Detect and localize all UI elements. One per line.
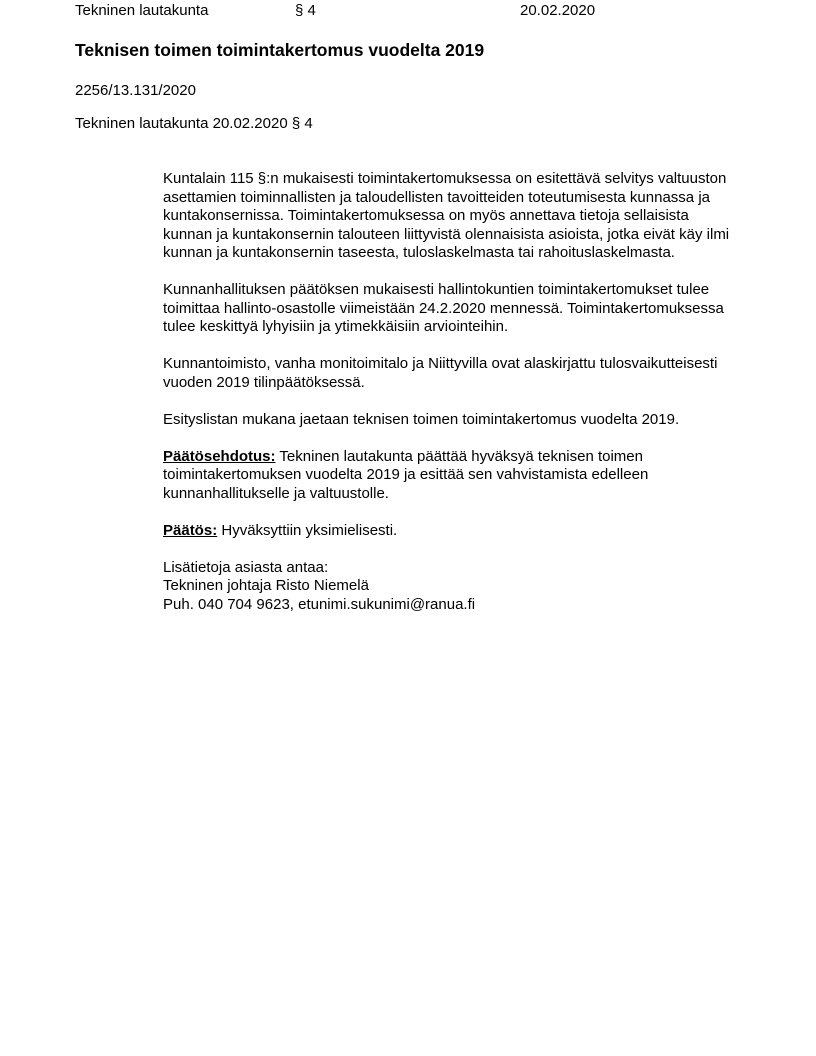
paragraph-kunnanhallitus: Kunnanhallituksen päätöksen mukaisesti hallintokuntien toimintakertomukset tulee toimittaa hallinto-osastolle viimeistään 24.2.2020 mennessä. Toimintakertomuksessa tulee keskittyä lyhyisiin ja ytimekkäisiin arviointeihin.: [163, 281, 724, 335]
committee-name: Tekninen lautakunta: [75, 2, 209, 19]
subheading: Tekninen lautakunta 20.02.2020 § 4: [75, 114, 313, 132]
decision-paragraph: [163, 522, 742, 541]
contact-phone-email-line: Puh. 040 704 9623, etunimi.sukunimi@ranua.fi: [163, 595, 476, 613]
body-text: [163, 170, 742, 614]
proposal-text: Tekninen lautakunta päättää hyväksyä teknisen toimen toimintakertomuksen vuodelta 2019 ja esittää sen vahvistamista edelleen kunnanhallitukselle ja valtuustolle.: [163, 447, 649, 502]
decision-text: Hyväksyttiin yksimielisesti.: [221, 521, 398, 539]
page-header: [75, 2, 742, 21]
contact-info: [163, 559, 742, 615]
case-number: 2256/13.131/2020: [75, 82, 196, 99]
contact-intro-line: Lisätietoja asiasta antaa:: [163, 558, 329, 576]
section-number: § 4: [295, 2, 316, 19]
proposal-paragraph: [163, 448, 742, 504]
paragraph-alaskirjaus: Kunnantoimisto, vanha monitoimitalo ja Niittyvilla ovat alaskirjattu tulosvaikutteisesti vuoden 2019 tilinpäätöksessä.: [163, 355, 718, 391]
decision-label: Päätös:: [163, 521, 218, 539]
paragraph-kuntalaki: Kuntalain 115 §:n mukaisesti toimintakertomuksessa on esitettävä selvitys valtuuston asettamien toiminnallisten ja taloudellisten tavoitteiden toteutumisesta kunnassa ja kuntakonsernissa. Toimintakertomuksessa on myös annettava tietoja sellaisista kunnan ja kuntakonsernin talouteen liittyvistä olennaisista asioista, jotka eivät käy ilmi kunnan ja kuntakonsernin taseesta, tuloslaskelmasta tai rahoituslaskelmasta.: [163, 170, 730, 261]
proposal-label: Päätösehdotus:: [163, 447, 276, 465]
meeting-date: 20.02.2020: [520, 2, 596, 19]
paragraph-esityslista: Esityslistan mukana jaetaan teknisen toimen toimintakertomus vuodelta 2019.: [163, 410, 680, 428]
document-title: Teknisen toimen toimintakertomus vuodelta 2019: [75, 40, 485, 60]
contact-person-line: Tekninen johtaja Risto Niemelä: [163, 577, 369, 594]
